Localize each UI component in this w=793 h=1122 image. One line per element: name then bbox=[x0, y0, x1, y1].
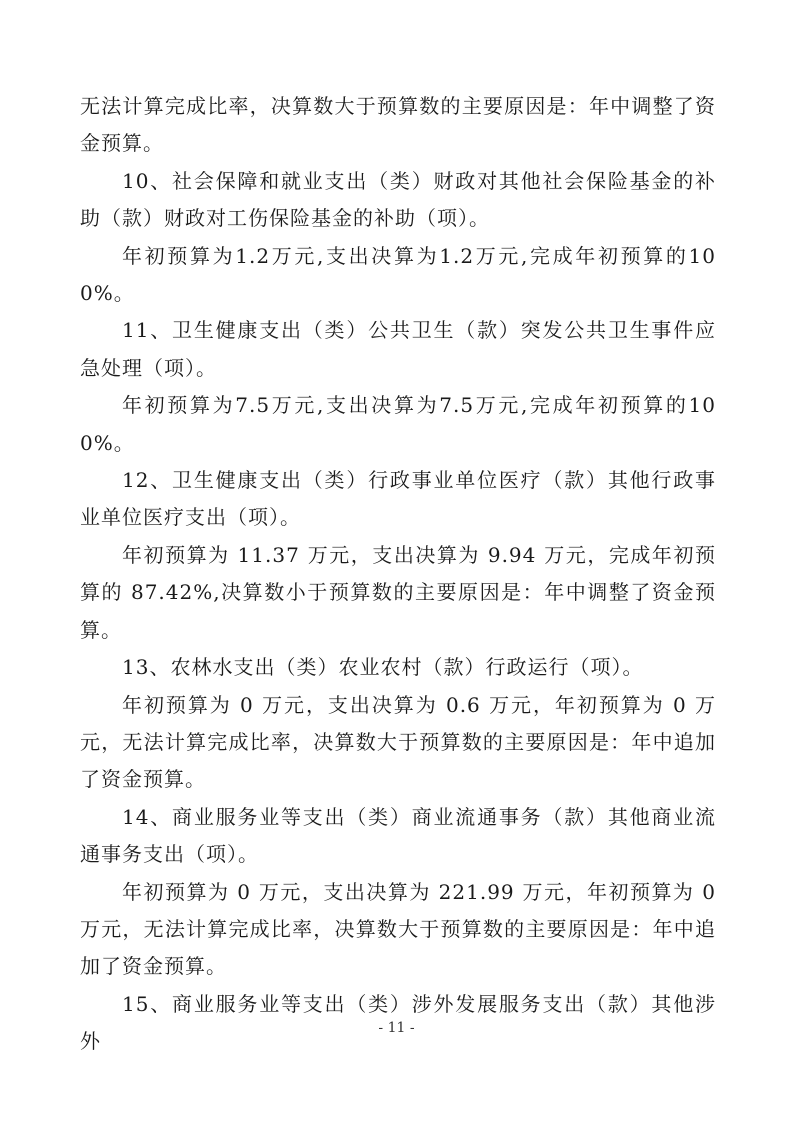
paragraph-continuation: 无法计算完成比率，决算数大于预算数的主要原因是：年中调整了资金预算。 bbox=[80, 94, 716, 156]
paragraph-item-15-heading: 15、商业服务业等支出（类）涉外发展服务支出（款）其他涉外 bbox=[80, 991, 716, 1054]
paragraph-item-10-heading: 10、社会保障和就业支出（类）财政对其他社会保险基金的补助（款）财政对工伤保险基金的补助（项）。 bbox=[80, 168, 716, 231]
paragraph-item-14-heading: 14、商业服务业等支出（类）商业流通事务（款）其他商业流通事务支出（项）。 bbox=[80, 804, 716, 867]
paragraph-item-14-detail: 年初预算为 0 万元，支出决算为 221.99 万元，年初预算为 0 万元，无法计算完成比率，决算数大于预算数的主要原因是：年中追加了资金预算。 bbox=[80, 879, 716, 979]
paragraph-item-11-detail: 年初预算为7.5万元,支出决算为7.5万元,完成年初预算的100%。 bbox=[80, 393, 716, 455]
paragraph-item-13-heading: 13、农林水支出（类）农业农村（款）行政运行（项）。 bbox=[122, 655, 644, 680]
paragraph-item-12-heading: 12、卫生健康支出（类）行政事业单位医疗（款）其他行政事业单位医疗支出（项）。 bbox=[80, 468, 716, 530]
paragraph-item-13-detail: 年初预算为 0 万元，支出决算为 0.6 万元，年初预算为 0 万元，无法计算完成比率，决算数大于预算数的主要原因是：年中追加了资金预算。 bbox=[80, 692, 716, 792]
page-number: - 11 - bbox=[378, 1020, 415, 1036]
paragraph-item-11-heading: 11、卫生健康支出（类）公共卫生（款）突发公共卫生事件应急处理（项）。 bbox=[80, 318, 716, 380]
paragraph-item-12-detail: 年初预算为 11.37 万元，支出决算为 9.94 万元，完成年初预算的 87.42%,决算数小于预算数的主要原因是：年中调整了资金预算。 bbox=[80, 542, 716, 642]
paragraph-item-10-detail: 年初预算为1.2万元,支出决算为1.2万元,完成年初预算的100%。 bbox=[80, 243, 716, 306]
document-body bbox=[80, 88, 716, 1061]
